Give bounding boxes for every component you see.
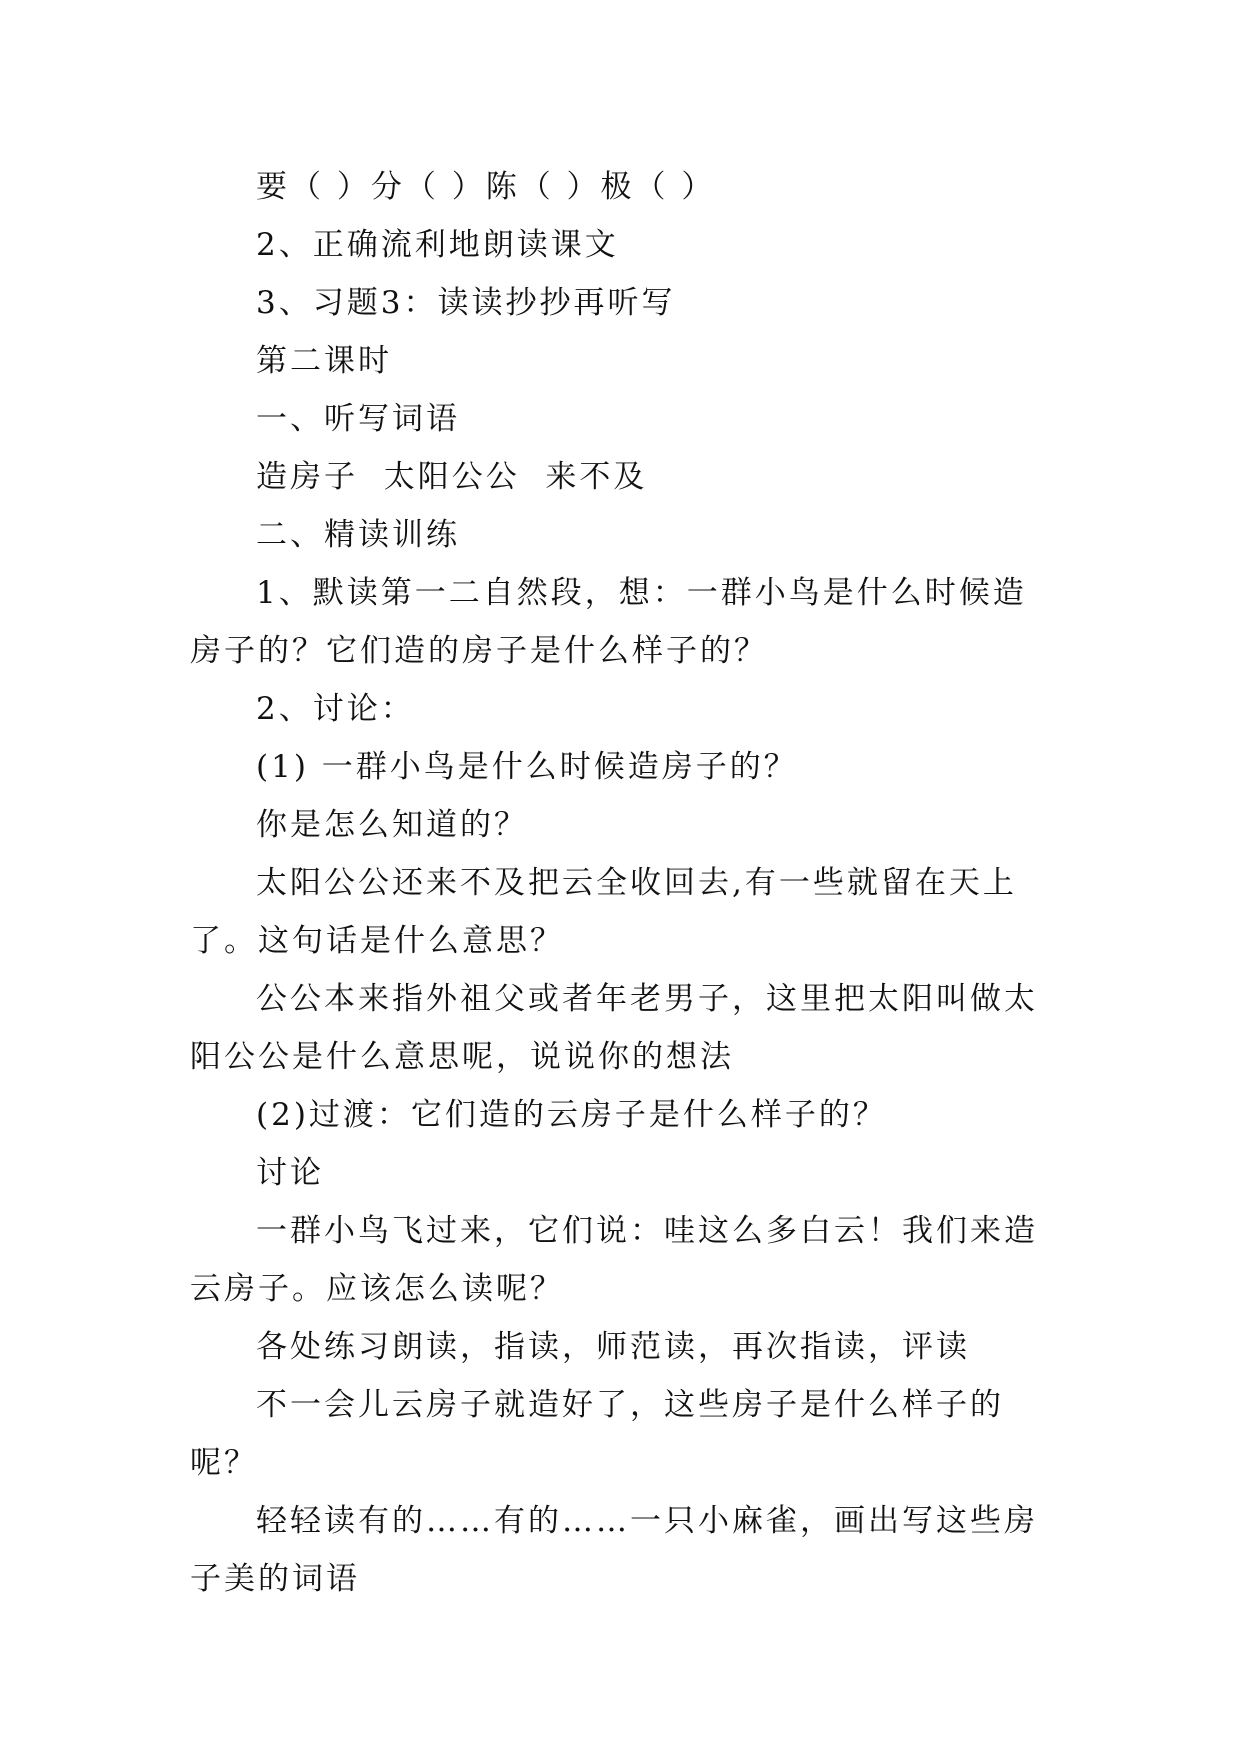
heading-intensive-reading: 二、精读训练 — [256, 517, 460, 553]
houses-question: 不一会儿云房子就造好了，这些房子是什么样子的呢？ — [190, 1387, 1004, 1481]
discussion-label: 2、讨论： — [256, 691, 415, 727]
discussion-label-2: 讨论 — [256, 1155, 324, 1191]
light-reading-task: 轻轻读有的……有的……一只小麻雀，画出写这些房子美的词语 — [190, 1503, 1038, 1597]
transition-question-2: (2)过渡：它们造的云房子是什么样子的？ — [256, 1097, 887, 1133]
task-read-aloud: 2、正确流利地朗读课文 — [256, 227, 619, 263]
fill-blank-line: 要（ ）分（ ）陈（ ）极（ ） — [256, 169, 716, 205]
dictation-words: 造房子 太阳公公 来不及 — [256, 459, 648, 495]
task-exercise-3: 3、习题3：读读抄抄再听写 — [256, 285, 676, 321]
question-how-know: 你是怎么知道的？ — [256, 807, 528, 843]
birds-dialogue: 一群小鸟飞过来，它们说：哇这么多白云！我们来造云房子。应该怎么读呢？ — [190, 1213, 1038, 1307]
section-heading-second-lesson: 第二课时 — [256, 343, 392, 379]
document-body — [190, 158, 1060, 1608]
reading-practice: 各处练习朗读，指读，师范读，再次指读，评读 — [256, 1329, 970, 1365]
sentence-meaning: 太阳公公还来不及把云全收回去,有一些就留在天上了。这句话是什么意思？ — [190, 865, 1017, 959]
gonggong-explanation: 公公本来指外祖父或者年老男子，这里把太阳叫做太阳公公是什么意思呢，说说你的想法 — [190, 981, 1038, 1075]
reading-task-1: 1、默读第一二自然段，想：一群小鸟是什么时候造房子的？它们造的房子是什么样子的？ — [190, 575, 1027, 669]
question-1: (1) 一群小鸟是什么时候造房子的？ — [256, 749, 798, 785]
heading-dictation: 一、听写词语 — [256, 401, 460, 437]
